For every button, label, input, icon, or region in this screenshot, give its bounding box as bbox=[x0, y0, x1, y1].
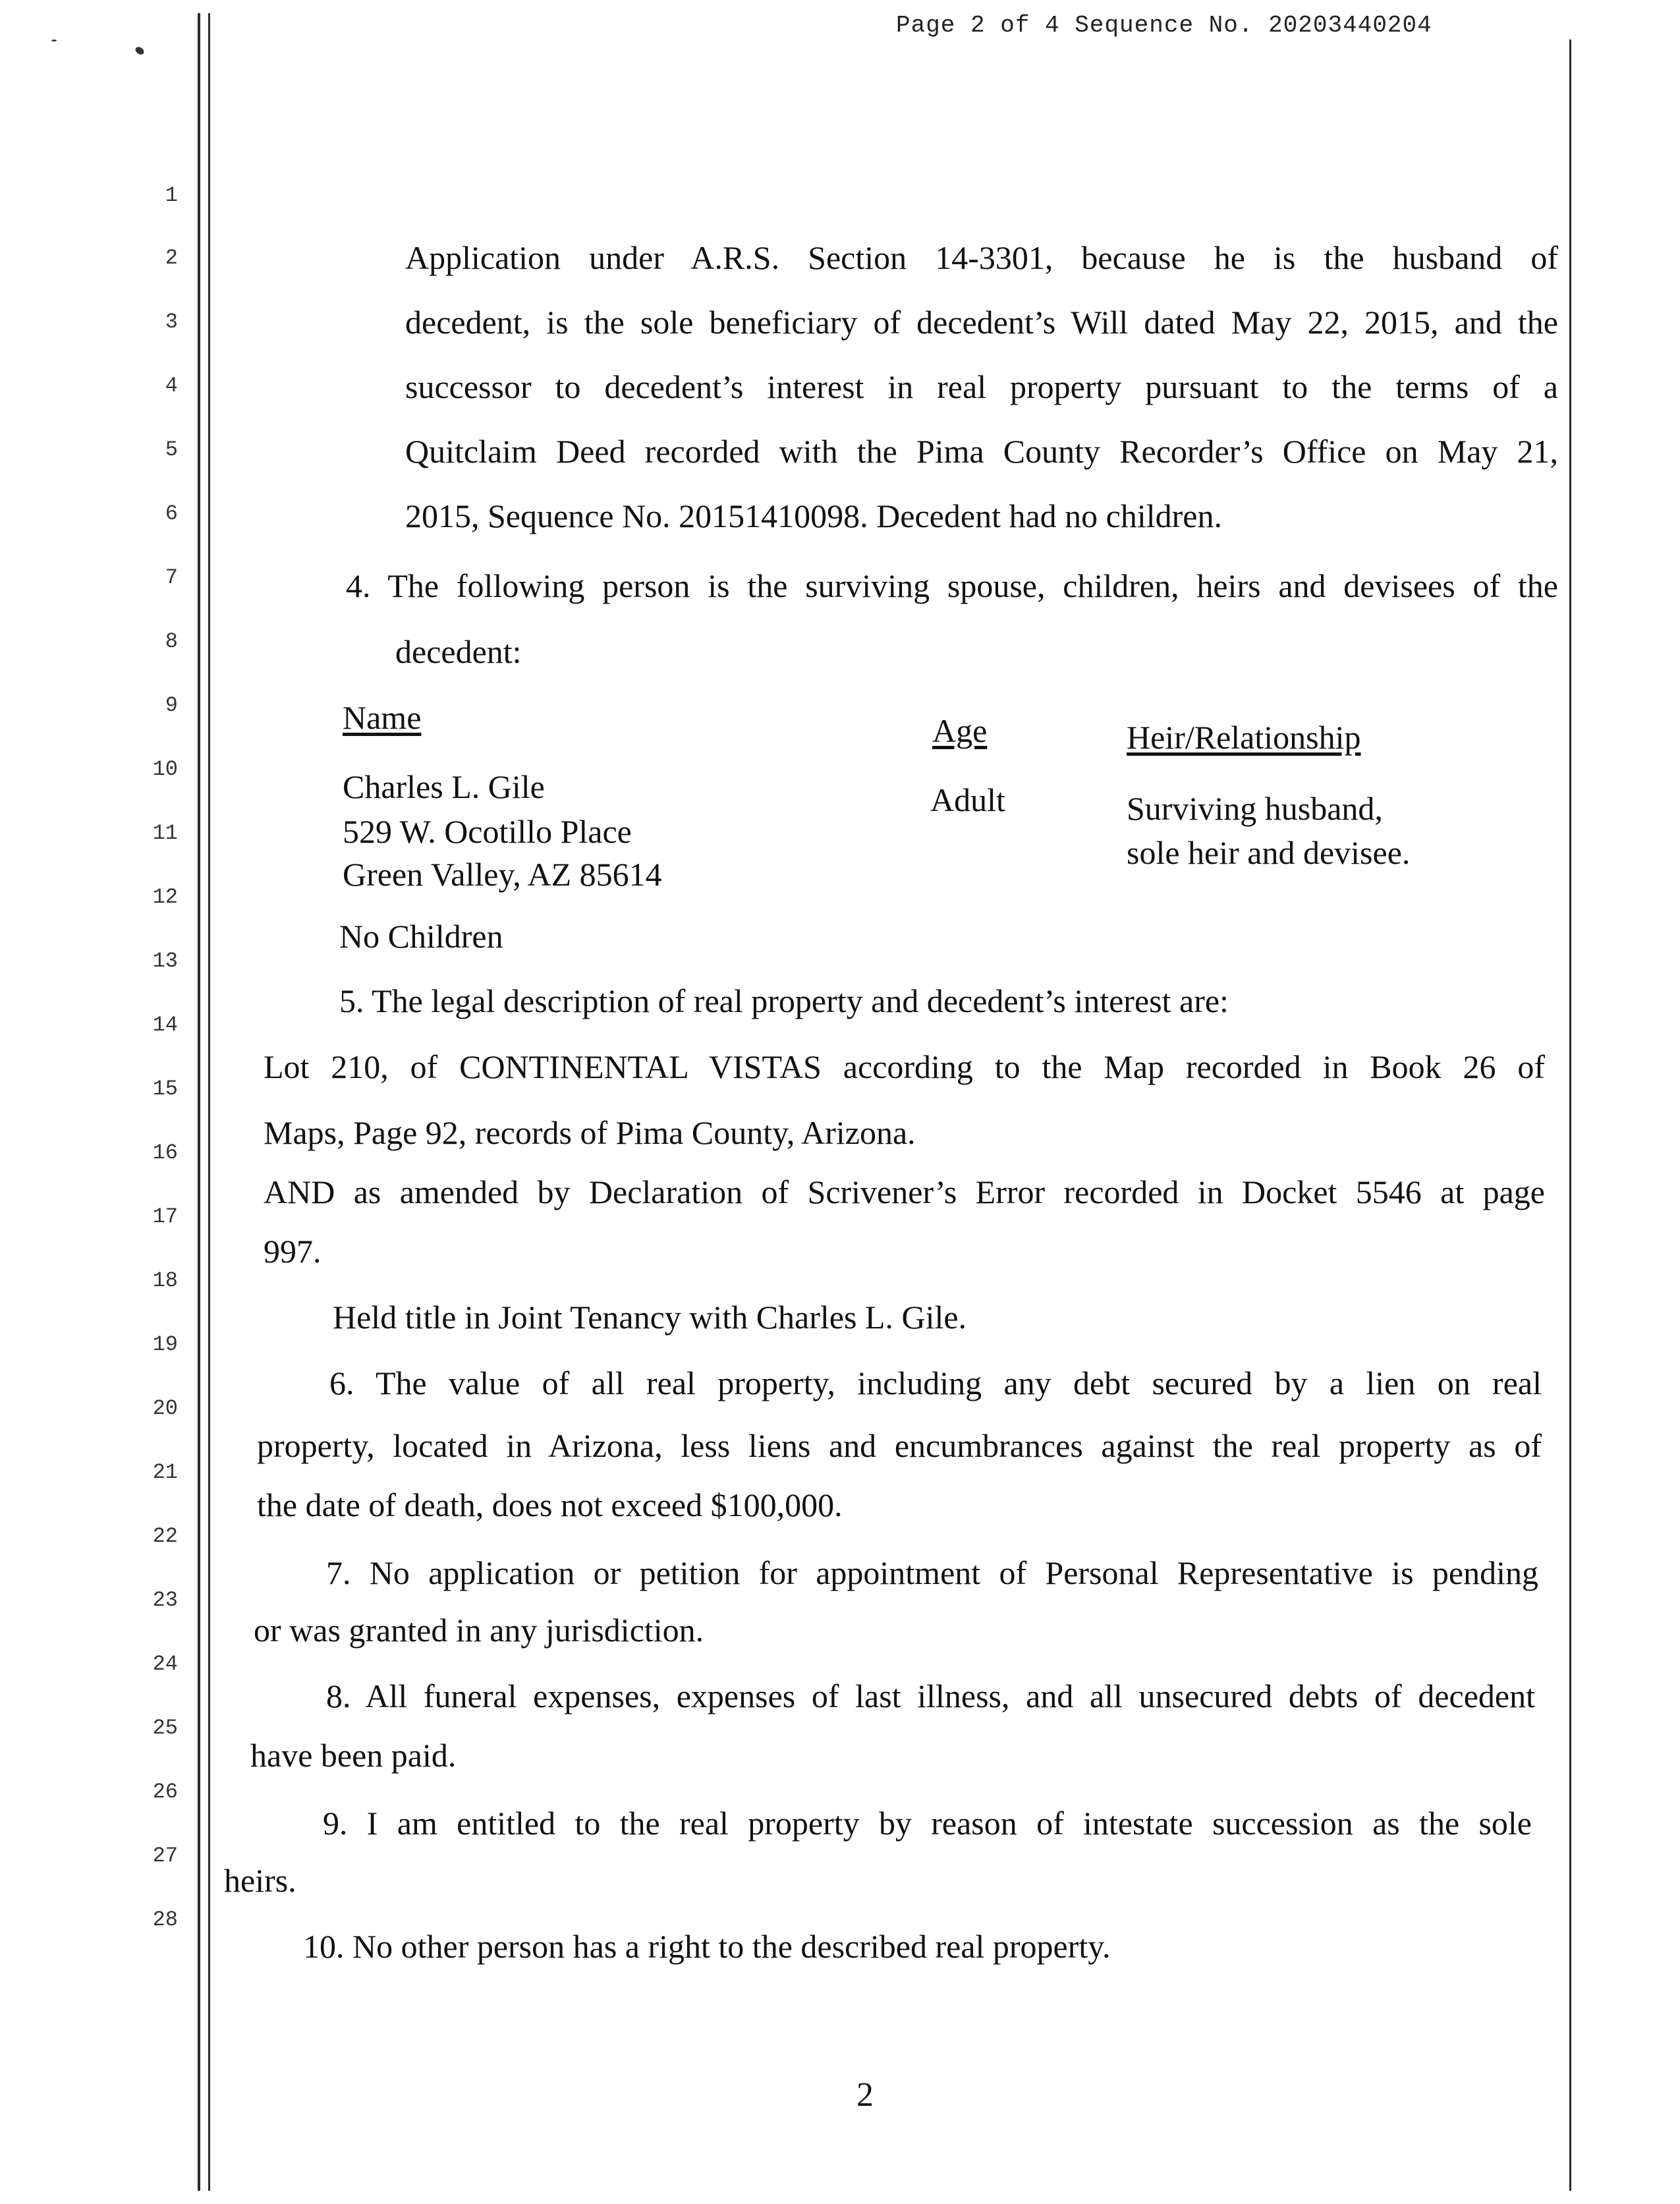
legal-description-line: AND as amended by Declaration of Scrivener’s Error recorded in Docket 5546 at page bbox=[264, 1173, 1545, 1210]
line-number: 21 bbox=[152, 1460, 178, 1484]
line-number: 8 bbox=[165, 629, 178, 654]
body-line: Quitclaim Deed recorded with the Pima County Recorder’s Office on May 21, bbox=[405, 433, 1558, 470]
column-header-relationship: Heir/Relationship bbox=[1127, 719, 1361, 756]
line-number: 20 bbox=[152, 1396, 178, 1421]
item-7-line: or was granted in any jurisdiction. bbox=[254, 1612, 704, 1649]
left-margin-rule-inner bbox=[208, 13, 210, 2191]
item-4-line: 4. The following person is the surviving spouse, children, heirs and devisees of the bbox=[346, 567, 1558, 604]
recorder-stamp: Page 2 of 4 Sequence No. 20203440204 bbox=[896, 12, 1432, 39]
line-number: 17 bbox=[152, 1204, 178, 1229]
item-8-line: have been paid. bbox=[250, 1737, 457, 1774]
line-number: 6 bbox=[165, 501, 178, 526]
line-number: 7 bbox=[165, 565, 178, 590]
right-margin-rule bbox=[1569, 40, 1571, 2191]
line-number: 12 bbox=[152, 885, 178, 909]
column-header-age: Age bbox=[932, 712, 988, 749]
item-6-line: property, located in Arizona, less liens and encumbrances against the real property as of bbox=[257, 1427, 1542, 1464]
line-number: 19 bbox=[152, 1332, 178, 1357]
line-number: 14 bbox=[152, 1013, 178, 1037]
item-9-line: heirs. bbox=[224, 1862, 296, 1899]
heir-name: Charles L. Gile bbox=[343, 768, 545, 805]
line-number: 26 bbox=[152, 1780, 178, 1804]
item-6-line: the date of death, does not exceed $100,000. bbox=[257, 1486, 843, 1523]
no-children-note: No Children bbox=[339, 918, 503, 955]
line-number: 27 bbox=[152, 1844, 178, 1868]
line-number: 4 bbox=[165, 374, 178, 398]
line-number: 3 bbox=[165, 310, 178, 334]
heir-age: Adult bbox=[930, 781, 1005, 818]
legal-description-line: Lot 210, of CONTINENTAL VISTAS according to the Map recorded in Book 26 of bbox=[264, 1048, 1545, 1085]
heir-address-city: Green Valley, AZ 85614 bbox=[343, 856, 662, 893]
item-4-line: decedent: bbox=[395, 633, 522, 670]
line-number: 2 bbox=[165, 246, 178, 270]
item-7-line: 7. No application or petition for appointment of Personal Representative is pending bbox=[326, 1554, 1538, 1591]
scan-mark bbox=[51, 40, 57, 42]
body-line: 2015, Sequence No. 20151410098. Decedent had no children. bbox=[405, 497, 1222, 534]
line-number: 24 bbox=[152, 1652, 178, 1676]
item-10-line: 10. No other person has a right to the described real property. bbox=[303, 1928, 1111, 1965]
column-header-name: Name bbox=[343, 699, 422, 736]
body-line: Application under A.R.S. Section 14-3301, because he is the husband of bbox=[405, 239, 1558, 276]
line-number: 5 bbox=[165, 438, 178, 462]
legal-description-line: 997. bbox=[264, 1233, 322, 1270]
heir-relationship: sole heir and devisee. bbox=[1127, 834, 1411, 871]
item-6-line: 6. The value of all real property, including any debt secured by a lien on real bbox=[329, 1365, 1542, 1401]
item-8-line: 8. All funeral expenses, expenses of last illness, and all unsecured debts of decedent bbox=[326, 1678, 1535, 1714]
line-number: 25 bbox=[152, 1716, 178, 1740]
line-number: 16 bbox=[152, 1141, 178, 1165]
line-number: 28 bbox=[152, 1907, 178, 1932]
line-number: 23 bbox=[152, 1588, 178, 1612]
line-number: 9 bbox=[165, 693, 178, 718]
scan-mark bbox=[134, 45, 145, 56]
line-number: 22 bbox=[152, 1524, 178, 1548]
tenancy-statement: Held title in Joint Tenancy with Charles L. Gile. bbox=[333, 1299, 967, 1336]
line-number: 11 bbox=[152, 821, 178, 845]
line-number: 10 bbox=[152, 757, 178, 781]
heir-address-street: 529 W. Ocotillo Place bbox=[343, 813, 632, 850]
legal-description-line: Maps, Page 92, records of Pima County, Arizona. bbox=[264, 1114, 916, 1151]
item-5-intro: 5. The legal description of real property and decedent’s interest are: bbox=[339, 982, 1229, 1019]
line-number: 18 bbox=[152, 1268, 178, 1293]
body-line: decedent, is the sole beneficiary of decedent’s Will dated May 22, 2015, and the bbox=[405, 304, 1558, 341]
page-number: 2 bbox=[856, 2076, 874, 2114]
line-number: 1 bbox=[165, 183, 178, 208]
heir-relationship: Surviving husband, bbox=[1127, 790, 1383, 827]
left-margin-rule-outer bbox=[198, 13, 200, 2191]
body-line: successor to decedent’s interest in real property pursuant to the terms of a bbox=[405, 368, 1558, 405]
line-number: 15 bbox=[152, 1077, 178, 1101]
item-9-line: 9. I am entitled to the real property by reason of intestate succession as the sole bbox=[323, 1805, 1532, 1842]
line-number: 13 bbox=[152, 949, 178, 973]
